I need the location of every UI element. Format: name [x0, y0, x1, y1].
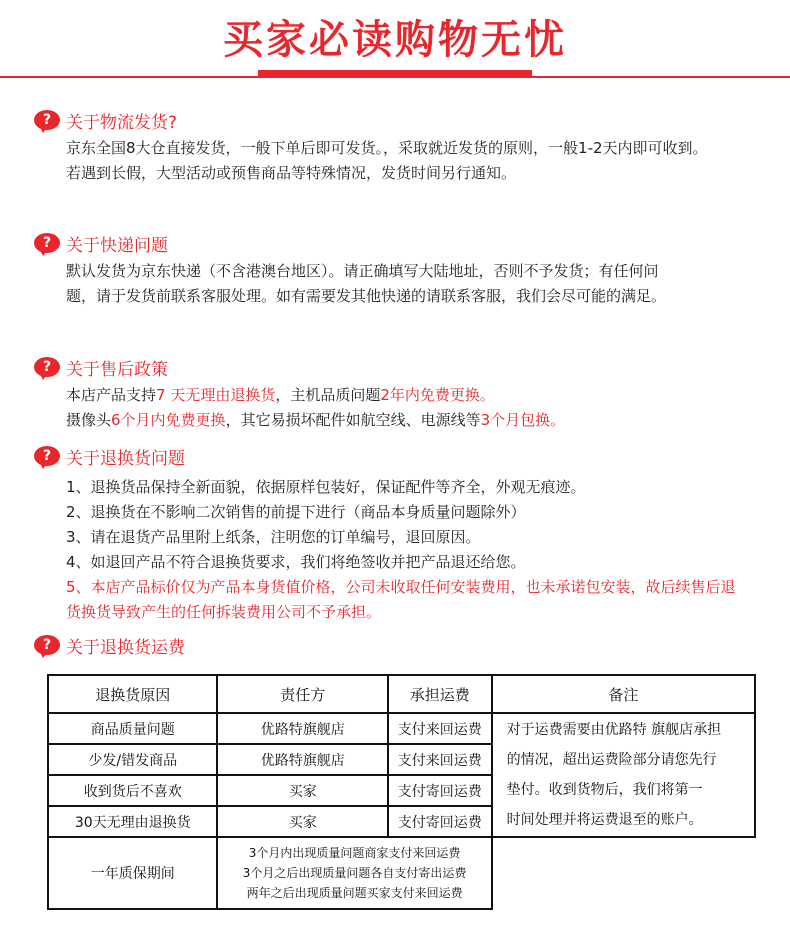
- text-line: [66, 408, 766, 433]
- fee-cell: 支付来回运费: [388, 744, 492, 775]
- table-row: [48, 713, 755, 744]
- table-row-warranty: [48, 837, 755, 909]
- text-line: [66, 383, 766, 408]
- note-cell: [492, 713, 755, 837]
- reason-cell: 收到货后不喜欢: [48, 775, 217, 806]
- column-header: 责任方: [217, 675, 387, 713]
- text-line: 京东全国8大仓直接发货，一般下单后即可发货。，采取就近发货的原则，一般1-2天内即可收到。: [66, 139, 708, 157]
- question-bubble-icon: ?: [34, 357, 60, 377]
- list-item: 1、退换货品保持全新面貌，依据原样包装好，保证配件等齐全，外观无痕迹。: [66, 478, 586, 496]
- party-cell: 优路特旗舰店: [217, 744, 387, 775]
- section-express-title: 关于快递问题: [66, 235, 168, 256]
- reason-cell: 30天无理由退换货: [48, 806, 217, 837]
- section-logistics-body: [66, 136, 766, 186]
- list-item: 4、如退回产品不符合退换货要求，我们将绝签收并把产品退还给您。: [66, 553, 526, 571]
- fee-cell: 支付寄回运费: [388, 775, 492, 806]
- party-cell: 优路特旗舰店: [217, 713, 387, 744]
- text-line: 若遇到长假，大型活动或预售商品等特殊情况，发货时间另行通知。: [66, 164, 517, 182]
- section-returns-title: 关于退换货问题: [66, 448, 185, 469]
- text-fragment: ，主机品质问题: [275, 386, 381, 404]
- note-line: 的情况，超出运费险部分请您先行: [506, 752, 717, 768]
- section-returns-body: [66, 475, 766, 625]
- question-bubble-icon: ?: [34, 233, 60, 253]
- shipping-fee-table: [47, 674, 756, 910]
- section-after-sales-header: [34, 355, 168, 379]
- section-after-sales-title: 关于售后政策: [66, 359, 168, 380]
- reason-cell: 商品质量问题: [48, 713, 217, 744]
- column-header: 备注: [492, 675, 755, 713]
- page-title: 买家必读购物无忧: [223, 17, 567, 63]
- highlight-text: 7 天无理由退换货: [156, 386, 276, 404]
- warranty-line: 两年之后出现质量问题买家支付来回运费: [246, 886, 463, 900]
- party-cell: 买家: [217, 775, 387, 806]
- section-logistics-title: 关于物流发货?: [66, 112, 178, 133]
- fee-cell: 支付来回运费: [388, 713, 492, 744]
- section-after-sales-body: [66, 383, 766, 433]
- list-item: 3、请在退货产品里附上纸条，注明您的订单编号，退回原因。: [66, 528, 481, 546]
- section-express-body: [66, 259, 766, 309]
- text-fragment: 本店产品支持: [66, 386, 157, 404]
- highlight-text: 2年内免费更换。: [380, 386, 495, 404]
- list-item-warning: 5、本店产品标价仅为产品本身货值价格，公司未收取任何安装费用，也未承诺包安装，故后续售后退: [66, 578, 736, 596]
- highlight-text: 3个月包换。: [480, 411, 566, 429]
- fee-cell: 支付寄回运费: [388, 806, 492, 837]
- list-item: 2、退换货在不影响二次销售的前提下进行（商品本身质量问题除外）: [66, 503, 526, 521]
- table-header-row: [48, 675, 755, 713]
- column-header: 退换货原因: [48, 675, 217, 713]
- section-logistics-header: [34, 108, 177, 132]
- reason-cell: 少发/错发商品: [48, 744, 217, 775]
- note-line: 对于运费需要由优路特 旗舰店承担: [506, 722, 722, 738]
- highlight-text: 6个月内免费更换: [111, 411, 226, 429]
- text-fragment: 摄像头: [66, 411, 112, 429]
- warranty-terms-cell: [217, 837, 491, 909]
- reason-cell: 一年质保期间: [48, 837, 217, 909]
- column-header: 承担运费: [388, 675, 492, 713]
- warranty-line: 3个月之后出现质量问题各自支付寄出运费: [242, 866, 467, 880]
- text-line: 默认发货为京东快递（不含港澳台地区）。请正确填写大陆地址，否则不予发货；有任何问: [66, 262, 659, 280]
- question-bubble-icon: ?: [34, 110, 60, 130]
- title-divider-accent: [258, 70, 532, 78]
- warranty-line: 3个月内出现质量问题商家支付来回运费: [248, 846, 461, 860]
- text-line: 题，请于发货前联系客服处理。如有需要发其他快递的请联系客服，我们会尽可能的满足。: [66, 287, 667, 305]
- section-express-header: [34, 231, 168, 255]
- section-shipping-fee-header: [34, 633, 185, 657]
- party-cell: 买家: [217, 806, 387, 837]
- note-line: 垫付。收到货物后，我们将第一: [506, 782, 703, 798]
- question-bubble-icon: ?: [34, 446, 60, 466]
- section-returns-header: [34, 444, 185, 468]
- text-fragment: ，其它易损坏配件如航空线、电源线等: [225, 411, 481, 429]
- list-item-warning: 货换货导致产生的任何拆装费用公司不予承担。: [66, 603, 382, 621]
- note-line: 时间处理并将运费退至的账户。: [506, 812, 703, 828]
- question-bubble-icon: ?: [34, 635, 60, 655]
- section-shipping-fee-title: 关于退换货运费: [66, 637, 185, 658]
